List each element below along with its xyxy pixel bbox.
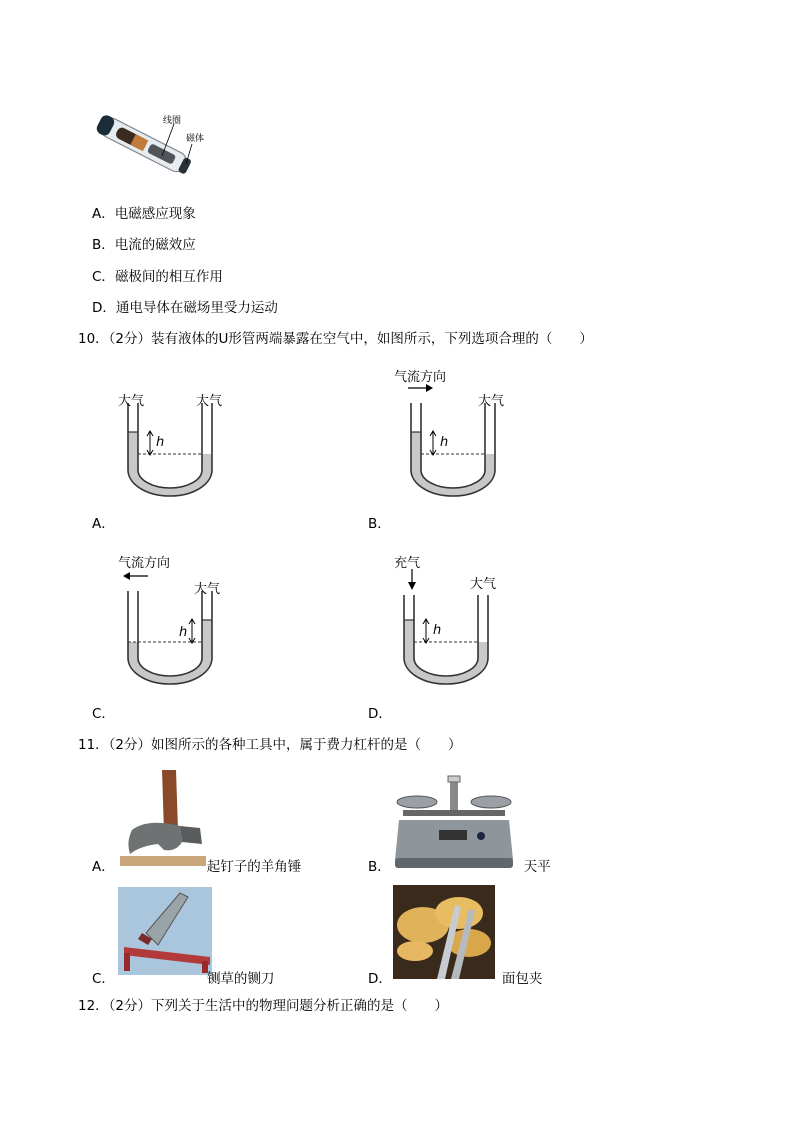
q12-stem: 12．（2分）下列关于生活中的物理问题分析正确的是（ ） [78, 998, 449, 1014]
q9-option-c[interactable] [92, 268, 223, 286]
option-letter: C． [92, 971, 115, 987]
label-atmosphere-right-b: 大气 [478, 394, 505, 409]
option-letter: B． [92, 237, 115, 253]
q10-option-d[interactable]: D． [368, 706, 392, 722]
q10-option-c[interactable]: C． [92, 706, 115, 722]
label-atmosphere-right-c: 大气 [194, 582, 221, 597]
q11-option-c[interactable] [92, 970, 274, 988]
bread-tongs-image [393, 885, 495, 979]
u-tube-figure-c [110, 575, 240, 720]
h-label-c: h [179, 625, 188, 640]
q11-stem: 11．（2分）如图所示的各种工具中，属于费力杠杆的是（ ） [78, 737, 462, 753]
label-pointer-lines [150, 120, 200, 170]
label-atmosphere-left-a: 大气 [118, 394, 145, 409]
q9-option-a[interactable] [92, 205, 196, 223]
option-letter: B． [368, 859, 391, 875]
q11-option-d[interactable] [368, 970, 542, 988]
option-text: 磁极间的相互作用 [114, 269, 223, 285]
label-airflow-b: 气流方向 [394, 370, 447, 385]
option-text: 通电导体在磁场里受力运动 [115, 300, 278, 316]
option-text: 铡草的铡刀 [206, 971, 275, 987]
straw-cutter-image [118, 887, 212, 975]
coil-label: 线圈 [163, 116, 182, 126]
option-letter: D． [92, 300, 116, 316]
option-text: 天平 [523, 859, 551, 875]
q10-option-a[interactable]: A． [92, 516, 115, 532]
option-letter: C． [92, 269, 115, 285]
label-atmosphere-right-d: 大气 [470, 577, 497, 592]
q9-option-d[interactable] [92, 299, 278, 317]
label-atmosphere-right-a: 大气 [196, 394, 223, 409]
arrow-left-icon [120, 570, 150, 582]
label-airflow-c: 气流方向 [118, 556, 171, 571]
h-label-b: h [440, 435, 449, 450]
claw-hammer-image [118, 770, 208, 870]
option-letter: A． [92, 206, 115, 222]
option-text: 起钉子的羊角锤 [206, 859, 302, 875]
option-letter: D． [368, 971, 392, 987]
option-text: 电流的磁效应 [114, 237, 196, 253]
h-label-a: h [156, 435, 165, 450]
option-letter: A． [92, 859, 115, 875]
label-inflate-d: 充气 [394, 556, 421, 571]
option-text: 面包夹 [501, 971, 543, 987]
q9-option-b[interactable] [92, 236, 196, 254]
q10-stem: 10．（2分）装有液体的U形管两端暴露在空气中，如图所示，下列选项合理的（ ） [78, 331, 593, 347]
h-label-d: h [433, 623, 442, 638]
q11-option-a[interactable] [92, 858, 301, 876]
u-tube-figure-d [386, 577, 516, 722]
q10-option-b[interactable]: B． [368, 516, 391, 532]
magnet-label: 磁体 [186, 134, 205, 144]
option-text: 电磁感应现象 [114, 206, 196, 222]
balance-scale-image [393, 774, 515, 870]
q11-option-b[interactable] [368, 858, 551, 876]
arrow-down-icon [405, 568, 419, 592]
